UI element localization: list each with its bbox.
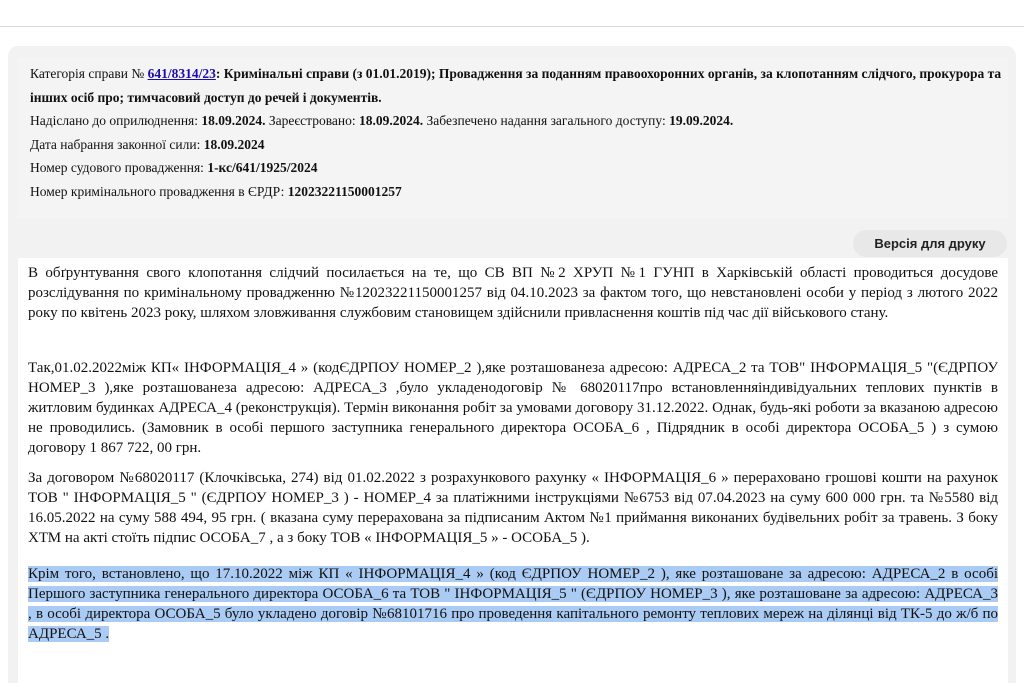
- case-number-link[interactable]: 641/8314/23: [147, 66, 216, 81]
- paragraph-3: За договором №68020117 (Клочківська, 274) від 01.02.2022 з розрахункового рахунку « ІНФОРМАЦІЯ_6 » перераховано грошові кошти на рахунок ТОВ " ІНФОРМАЦІЯ_5 " (ЄДРПОУ НОМЕР_3 ) - НОМЕР_4 за платіжними інструкціями №6753 від 07.04.2023 на суму 600 000 грн. та №5580 від 16.05.2022 на суму 588 494, 95 грн. ( вказана суму перерахована за підписаним Актом №1 приймання виконаних будівельних робіт за травень. З боку ХТМ на акті стоїть підпис ОСОБА_7 , а з боку ТОВ « ІНФОРМАЦІЯ_5 » - ОСОБА_5 ).: [28, 470, 998, 546]
- access-date: 19.09.2024.: [669, 113, 734, 128]
- access-label: Забезпечено надання загального доступу:: [423, 113, 670, 128]
- paragraph-1: В обґрунтування свого клопотання слідчий посилається на те, що СВ ВП №2 ХРУП №1 ГУНП в Харківській області проводиться досудове розслідування по кримінальному провадженню №12023221150001257 від 04.10.2023 за фактом того, що невстановлені особи у період з лютого 2022 року по квітень 2023 року, шляхом зловживання службовим становищем здійснили привласнення коштів під час дії військового стану.: [28, 265, 998, 321]
- scroll-clip: [18, 258, 1008, 262]
- document-body: [18, 258, 1008, 683]
- print-version-button[interactable]: Версія для друку: [853, 230, 1007, 257]
- erdr-number: 12023221150001257: [287, 183, 402, 199]
- erdr-label: Номер кримінального провадження в ЄРДР:: [30, 183, 288, 199]
- effective-date-row: [18, 133, 1008, 157]
- category-label: Категорія справи №: [30, 66, 148, 81]
- effective-label: Дата набрання законної сили:: [30, 136, 204, 152]
- text-selection[interactable]: Крім того, встановлено, що 17.10.2022 між КП « ІНФОРМАЦІЯ_4 » (код ЄДРПОУ НОМЕР_2 ), яке розташоване за адресою: АДРЕСА_2 в особі Першого заступника генерального директора ОСОБА_6 та ТОВ " ІНФОРМАЦІЯ_5 " (ЄДРПОУ НОМЕР_3 ), яке розташоване за адресою: АДРЕСА_3 , в особі директора ОСОБА_5 було укладено договір №68101716 про проведення капітального ремонту теплових мереж на ділянці від ТК-5 до ж/б по АДРЕСА_5 .: [28, 566, 998, 642]
- court-proceeding-row: [18, 156, 1008, 180]
- case-metadata: [18, 58, 1008, 218]
- court-number-label: Номер судового провадження:: [30, 160, 208, 175]
- top-bar: [0, 0, 1024, 27]
- paragraph-2: Так,01.02.2022між КП« ІНФОРМАЦІЯ_4 » (кодЄДРПОУ НОМЕР_2 ),яке розташованеза адресою: АДРЕСА_2 та ТОВ" ІНФОРМАЦІЯ_5 "(ЄДРПОУ НОМЕР_3 ),яке розташованеза адресою: АДРЕСА_3 ,було укладенодоговір № 68020117про встановленняіндивідуальних теплових пунктів в житловим будинках АДРЕСА_4 (реконструкція). Термін виконання робіт за умовами договору 31.12.2022. Однак, будь-які роботи за вказаною адресою не проводились. (Замовник в особі першого заступника генерального директора ОСОБА_6 , Підрядник в особі директора ОСОБА_5 ) з сумою договору 1 867 722, 00 грн.: [28, 360, 998, 456]
- sent-label: Надіслано до оприлюднення:: [30, 113, 202, 128]
- court-number: 1-кс/641/1925/2024: [207, 160, 318, 175]
- publication-dates: [18, 109, 1008, 133]
- case-category: [18, 58, 1008, 109]
- erdr-row: [18, 180, 1008, 204]
- registered-label: Зареєстровано:: [265, 113, 360, 128]
- category-text: : Кримінальні справи (з 01.01.2019); Провадження за поданням правоохоронних органів, за клопотанням слідчого, прокурора та інших осіб про; тимчасовий доступ до речей і документів.: [30, 66, 1002, 105]
- registered-date: 18.09.2024.: [359, 113, 424, 128]
- paragraph-4-highlighted: [28, 564, 998, 644]
- sent-date: 18.09.2024.: [201, 113, 266, 128]
- effective-date: 18.09.2024: [203, 136, 265, 152]
